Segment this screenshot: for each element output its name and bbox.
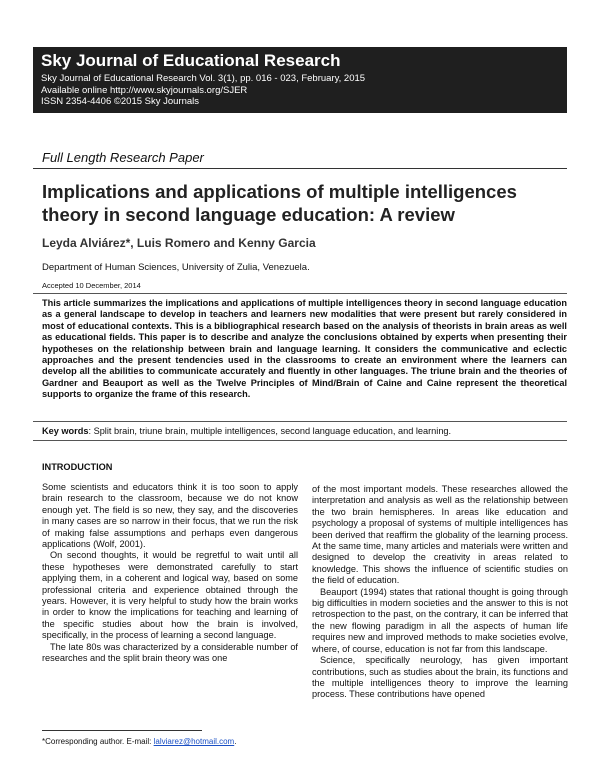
journal-issn: ISSN 2354-4406 ©2015 Sky Journals [41,96,200,107]
author-affiliation: Department of Human Sciences, University of Zulia, Venezuela. [42,262,310,273]
accepted-date: Accepted 10 December, 2014 [42,281,141,290]
journal-availability: Available online http://www.skyjournals.org/SJER [41,84,248,96]
keywords-label: Key words [42,426,89,436]
footnote-suffix: . [234,737,237,746]
divider [33,421,567,422]
body-paragraph: The late 80s was characterized by a considerable number of researches and the split brain theory was one [42,641,298,664]
paper-authors: Leyda Alviárez*, Luis Romero and Kenny Garcia [42,236,316,250]
divider [33,440,567,441]
body-column-left [42,482,298,665]
footnote-divider [42,730,202,731]
footnote-prefix: *Corresponding author. E-mail: [42,737,154,746]
body-paragraph: of the most important models. These researches allowed the interpretation and analysis as well as the relationship between the two brain hemispheres. In areas like education and psychology a proposal of systems of multiple intelligences has been derived that reaffirm the globality of the learning process. At the same time, many articles and materials were written and designed to develop the creativity in areas related to knowledge. This shows the influence of scientific studies on the field of education. [312,484,568,586]
email-link[interactable]: lalviarez@hotmail.com [153,737,235,746]
paper-type: Full Length Research Paper [42,150,204,165]
body-paragraph: On second thoughts, it would be regretful to wait until all these hypotheses were demonstrated carefully to start applying them, in a coherent and logical way, based on some professional criteria and experience obtained through the years. However, it is very helpful to study how the brain works in order to know the implications for teaching and learning of the specific studies about how the brain is involved, specifically, in the process of learning a second language. [42,550,298,641]
corresponding-author-footnote [42,737,236,746]
keywords-text: : Split brain, triune brain, multiple intelligences, second language education, and learning. [88,426,452,436]
body-paragraph: Some scientists and educators think it is too soon to apply brain research to the classroom, because we do not know enough yet. The field is so new, they say, and the discoveries in many cases are so narrow in their focus, that we run the risk of making false assumptions and perhaps even dangerous applications (Wolf, 2001). [42,482,298,550]
body-column-right [312,484,568,701]
keywords [42,426,567,437]
section-heading: INTRODUCTION [42,462,113,472]
divider [33,168,567,169]
journal-header-banner [33,47,567,113]
body-paragraph: Science, specifically neurology, has given important contributions, such as studies about the brain, its functions and the multiple intelligences theory to improve the learning process. These contributions have opened [312,655,568,700]
journal-citation: Sky Journal of Educational Research Vol. 3(1), pp. 016 - 023, February, 2015 [41,73,366,84]
divider [33,293,567,294]
journal-title: Sky Journal of Educational Research [41,51,341,70]
body-paragraph: Beauport (1994) states that rational thought is going through big difficulties in modern societies and the answer to this is not retrospection to the past, on the contrary, it can be inferred that the new flowing paradigm in all the aspects of human life requires new and improved methods to make societies evolve, where, of course, education is not far from this landscape. [312,586,568,654]
abstract: This article summarizes the implications and applications of multiple intelligences theory in second language education as a general landscape to develop in teachers and learners new modalities that were present but rarely considered in most of educational contexts. This is a bibliographical research based on the analysis of theorists in brain areas as well as educational fields. This paper is to describe and analyze the conclusions obtained by experts when presenting their hypotheses on the relationship between brain and language learning. It considers the communicative and eclectic approaches and the present tendencies used in the classrooms to create an environment where the learners can develop all the abilities to communicate accurately and fluently in other languages. The triune brain and the theories of Gardner and Beauport as well as the Twelve Principles of Mind/Brain of Caine and Caine represent the theoretical supports to organize the frame of this research. [42,298,567,400]
paper-title: Implications and applications of multiple intelligences theory in second language education: A review [42,181,517,225]
